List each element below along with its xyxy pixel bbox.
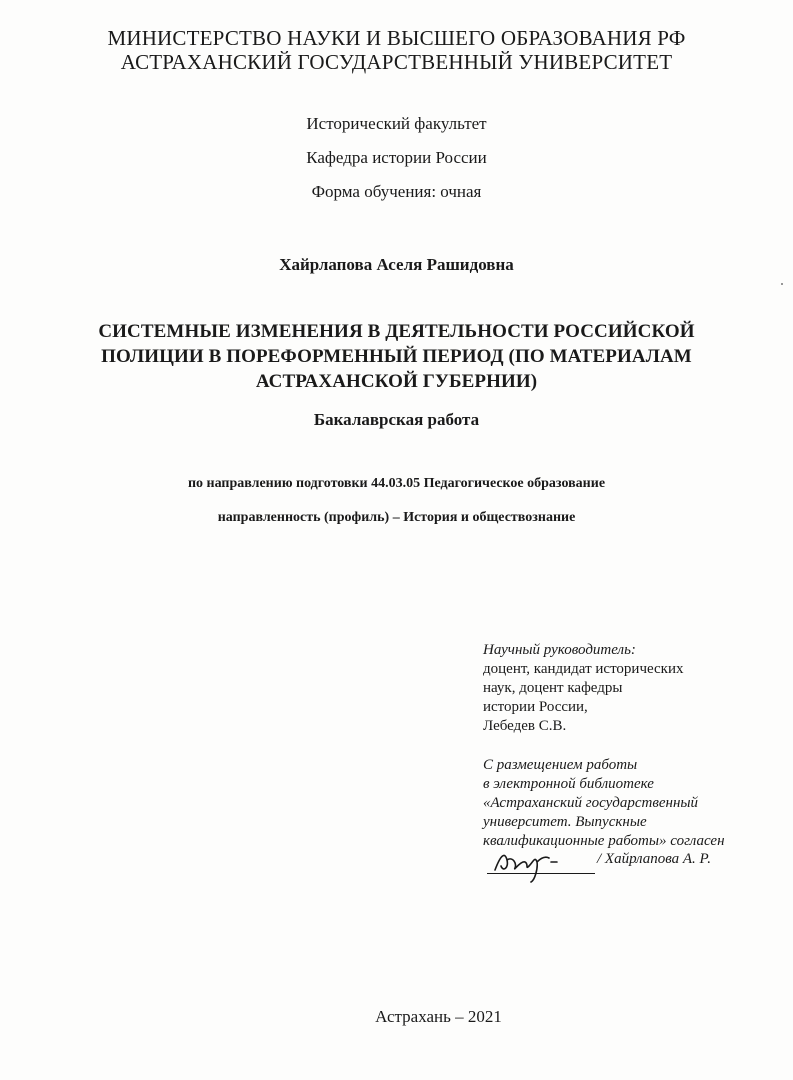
consent-line-5: квалификационные работы» согласен — [483, 833, 725, 849]
consent-line-1: С размещением работы — [483, 757, 638, 773]
scan-speck — [781, 283, 783, 285]
thesis-title-line-1: СИСТЕМНЫЕ ИЗМЕНЕНИЯ В ДЕЯТЕЛЬНОСТИ РОССИЙСКОЙ — [98, 321, 695, 342]
work-type: Бакалаврская работа — [313, 410, 480, 429]
faculty-name: Исторический факультет — [306, 114, 487, 133]
supervisor-name: Лебедев С.В. — [483, 718, 567, 734]
supervisor-position-2: наук, доцент кафедры — [483, 680, 623, 696]
consent-line-3: «Астраханский государственный — [483, 795, 699, 811]
handwritten-signature — [491, 846, 581, 884]
study-direction: по направлению подготовки 44.03.05 Педагогическое образование — [187, 476, 606, 491]
author-name: Хайрлапова Аселя Рашидовна — [279, 255, 514, 274]
supervisor-label: Научный руководитель: — [483, 642, 636, 658]
signature-name: / Хайрлапова А. Р. — [597, 851, 711, 867]
thesis-title-line-2: ПОЛИЦИИ В ПОРЕФОРМЕННЫЙ ПЕРИОД (ПО МАТЕРИАЛАМ — [101, 346, 692, 367]
study-form: Форма обучения: очная — [311, 182, 482, 201]
consent-line-4: университет. Выпускные — [483, 814, 647, 830]
ministry-heading: МИНИСТЕРСТВО НАУКИ И ВЫСШЕГО ОБРАЗОВАНИЯ РФ — [107, 26, 686, 50]
city-year-footer: Астрахань – 2021 — [375, 1007, 502, 1026]
supervisor-position-3: истории России, — [483, 699, 588, 715]
department-name: Кафедра истории России — [306, 148, 487, 167]
consent-block — [483, 756, 783, 851]
thesis-title-line-3: АСТРАХАНСКОЙ ГУБЕРНИИ) — [255, 371, 538, 392]
university-heading: АСТРАХАНСКИЙ ГОСУДАРСТВЕННЫЙ УНИВЕРСИТЕТ — [120, 50, 673, 74]
consent-line-2: в электронной библиотеке — [483, 776, 654, 792]
signature-row — [483, 848, 783, 880]
supervisor-position-1: доцент, кандидат исторических — [483, 661, 684, 677]
study-profile: направленность (профиль) – История и обществознание — [217, 510, 576, 525]
supervisor-block — [483, 641, 783, 736]
